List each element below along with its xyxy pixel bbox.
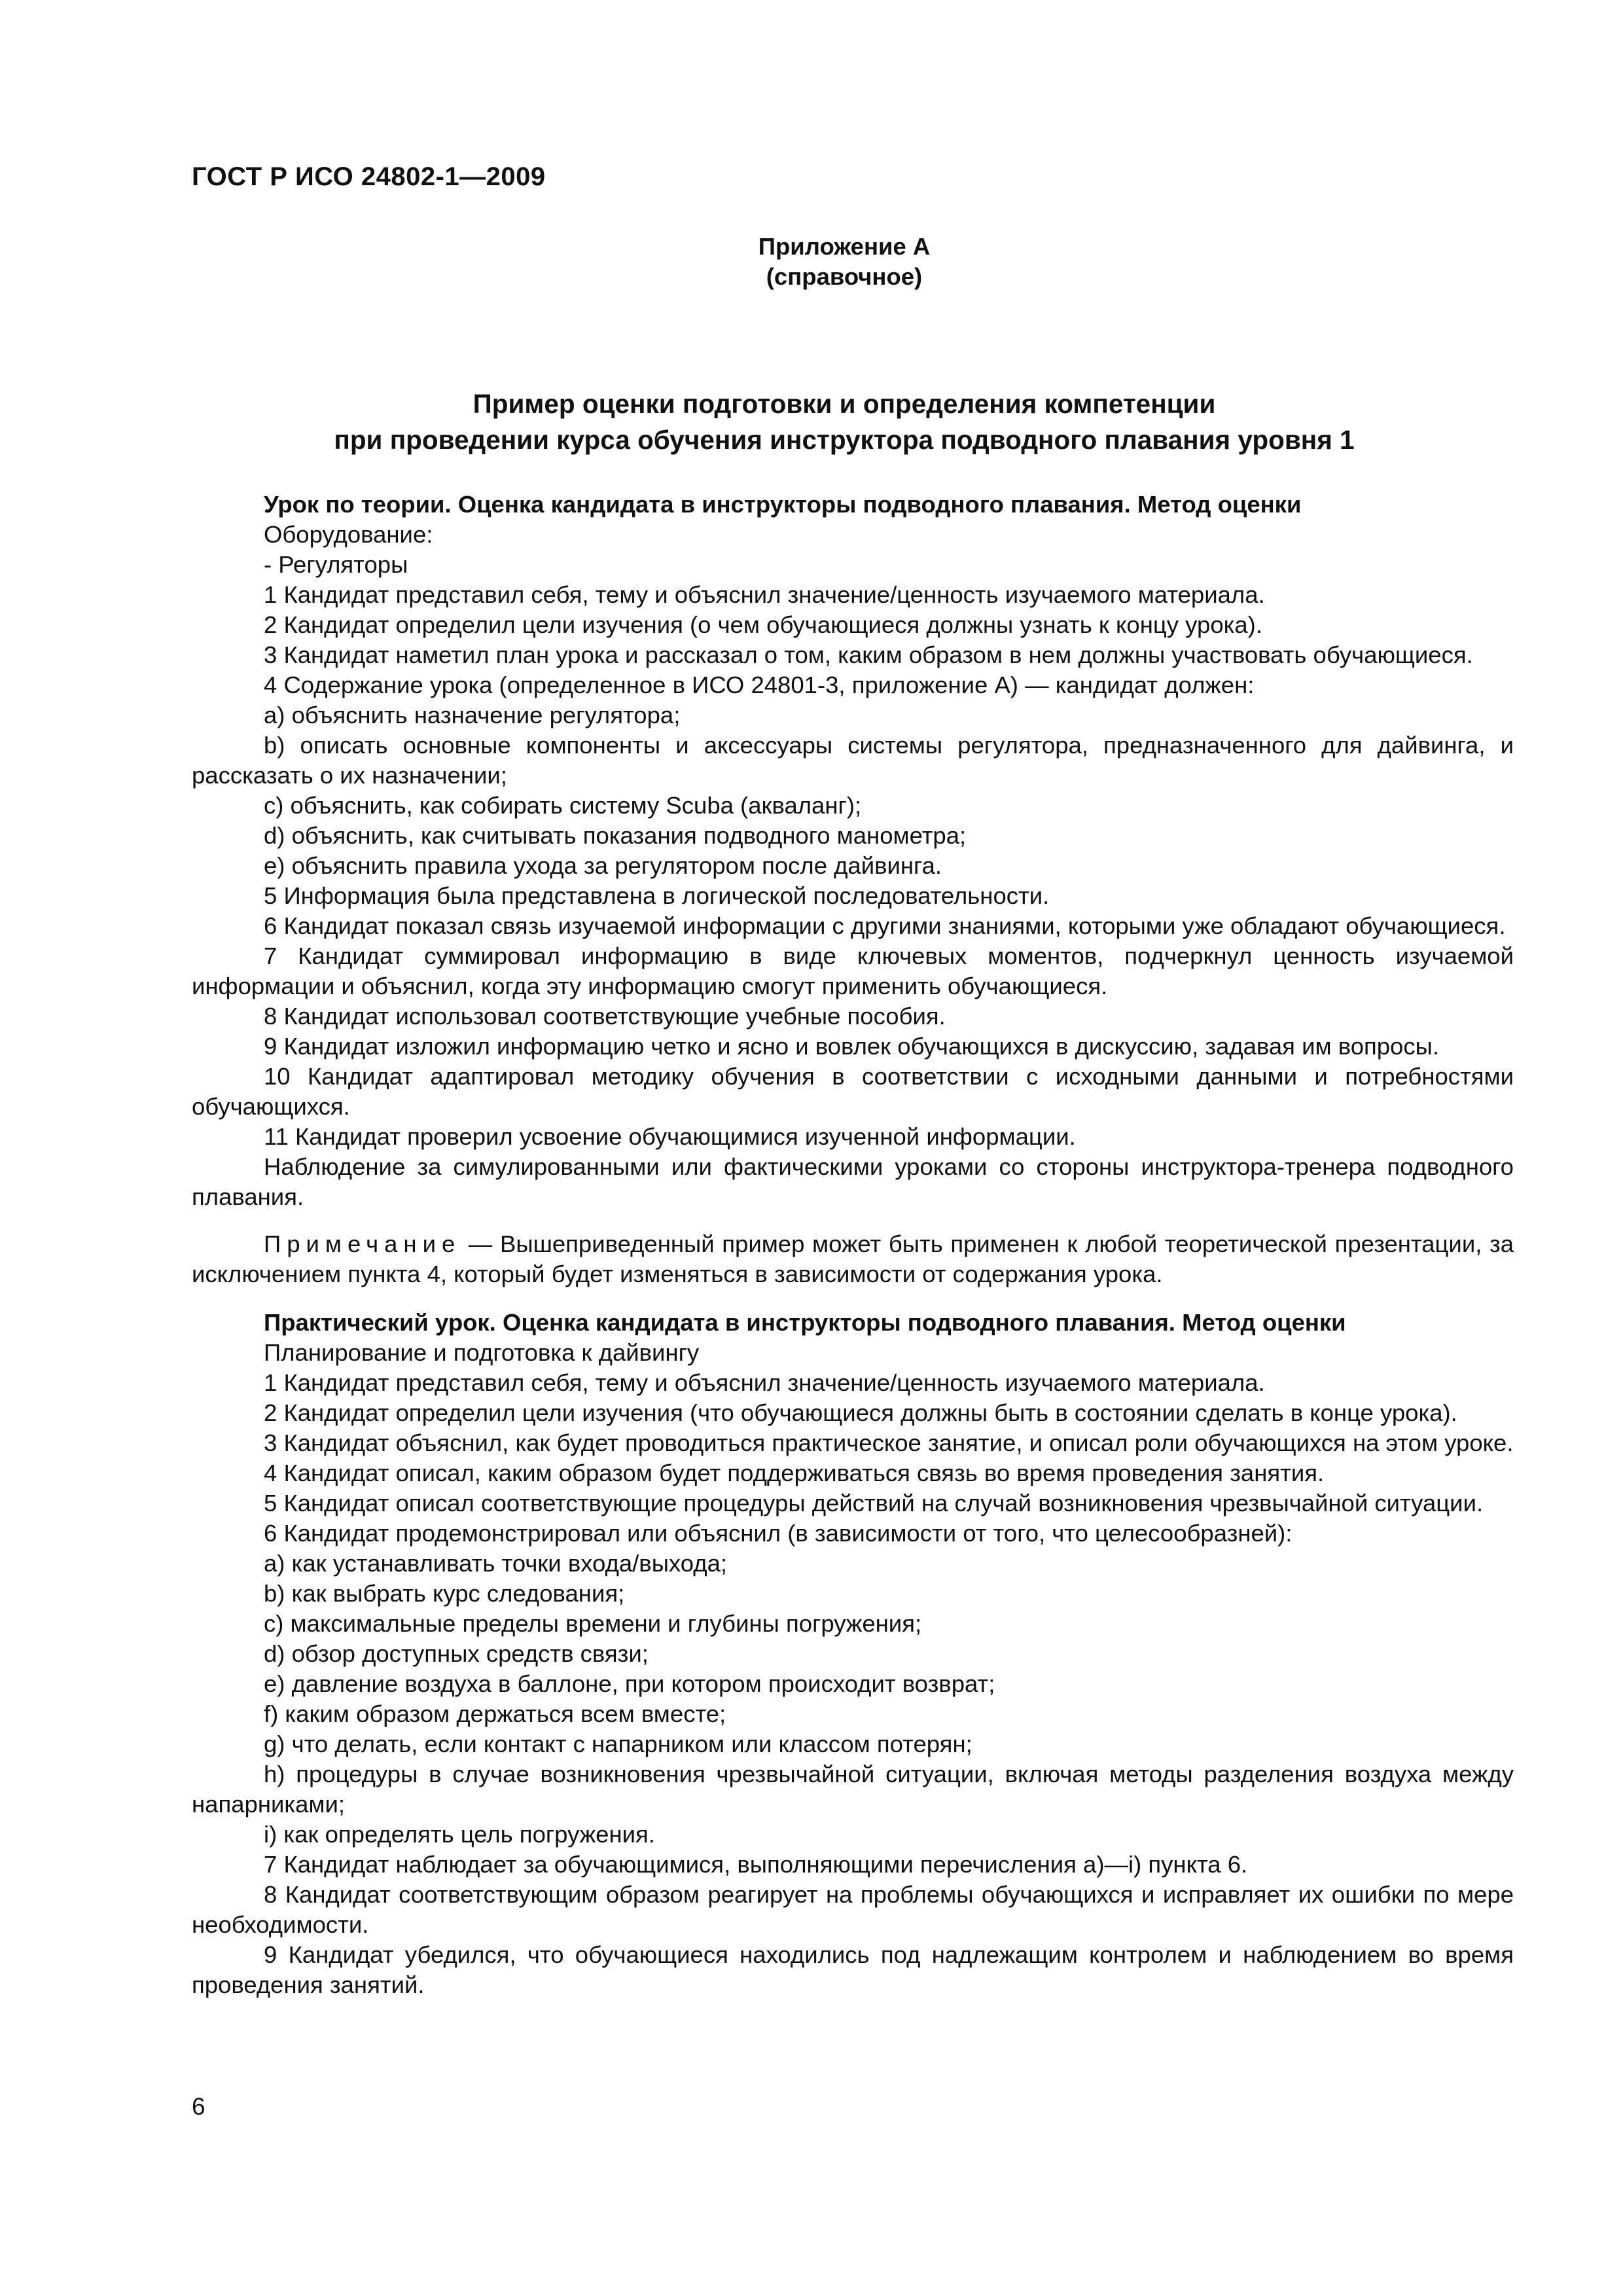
theory-subitem: a) объяснить назначение регулятора; (264, 702, 681, 728)
practice-item: 6 Кандидат продемонстрировал или объяснил (в зависимости от того, что целесообразней): (264, 1520, 1293, 1547)
equipment-item: - Регуляторы (264, 551, 408, 578)
theory-subitem: c) объяснить, как собирать систему Scuba (акваланг); (264, 792, 862, 819)
practice-subitem: e) давление воздуха в баллоне, при котором происходит возврат; (264, 1670, 995, 1697)
practice-subitem: b) как выбрать курс следования; (264, 1580, 625, 1607)
theory-item: 9 Кандидат изложил информацию четко и ясно и вовлек обучающихся в дискуссию, задавая им вопросы. (264, 1033, 1439, 1060)
equipment-label: Оборудование: (264, 521, 433, 548)
theory-item: 7 Кандидат суммировал информацию в виде ключевых моментов, подчеркнул ценность изучаемой информации и объяснил, когда эту информацию смогут применить обучающиеся. (192, 942, 1514, 999)
theory-item: 2 Кандидат определил цели изучения (о чем обучающиеся должны узнать к концу урока). (264, 611, 1262, 638)
theory-heading: Урок по теории. Оценка кандидата в инструкторы подводного плавания. Метод оценки (264, 491, 1302, 518)
practice-subitem: i) как определять цель погружения. (264, 1821, 655, 1848)
theory-item: 4 Содержание урока (определенное в ИСО 24801-3, приложение А) — кандидат должен: (264, 672, 1255, 698)
practice-subitem: h) процедуры в случае возникновения чрезвычайной ситуации, включая методы разделения воздуха между напарниками; (192, 1761, 1514, 1818)
theory-note (192, 1229, 1514, 1289)
practice-subitem: g) что делать, если контакт с напарником или классом потерян; (264, 1731, 972, 1757)
annex-block (0, 232, 1623, 292)
main-title-line-2: при проведении курса обучения инструктора подводного плавания уровня 1 (334, 425, 1355, 455)
theory-subitem: d) объяснить, как считывать показания подводного манометра; (264, 822, 967, 849)
note-text: — Вышеприведенный пример может быть применен к любой теоретической презентации, за исключением пункта 4, который будет изменяться в зависимости от содержания урока. (192, 1230, 1514, 1287)
practice-item: 4 Кандидат описал, каким образом будет поддерживаться связь во время проведения занятия. (264, 1460, 1325, 1486)
document-id: ГОСТ Р ИСО 24802-1—2009 (192, 162, 546, 191)
practice-item: 1 Кандидат представил себя, тему и объяснил значение/ценность изучаемого материала. (264, 1369, 1265, 1396)
practice-subitem: a) как устанавливать точки входа/выхода; (264, 1550, 728, 1577)
document-body (192, 490, 1514, 2000)
theory-item: 5 Информация была представлена в логической последовательности. (264, 882, 1050, 909)
practice-subitem: d) обзор доступных средств связи; (264, 1640, 649, 1667)
theory-item: Наблюдение за симулированными или фактическими уроками со стороны инструктора-тренера подводного плавания. (192, 1153, 1514, 1210)
theory-item: 1 Кандидат представил себя, тему и объяснил значение/ценность изучаемого материала. (264, 581, 1265, 608)
practice-item: 8 Кандидат соответствующим образом реагирует на проблемы обучающихся и исправляет их ошибки по мере необходимости. (192, 1881, 1514, 1938)
main-title-line-1: Пример оценки подготовки и определения компетенции (473, 389, 1216, 419)
practice-item: 5 Кандидат описал соответствующие процедуры действий на случай возникновения чрезвычайной ситуации. (264, 1490, 1484, 1516)
theory-subitem: b) описать основные компоненты и аксессуары системы регулятора, предназначенного для дайвинга, и рассказать о их назначении; (192, 732, 1514, 789)
practice-heading: Практический урок. Оценка кандидата в инструкторы подводного плавания. Метод оценки (264, 1309, 1346, 1336)
practice-subheading: Планирование и подготовка к дайвингу (264, 1339, 700, 1366)
theory-subitem: e) объяснить правила ухода за регулятором после дайвинга. (264, 852, 942, 879)
practice-subitem: c) максимальные пределы времени и глубины погружения; (264, 1610, 922, 1637)
annex-type: (справочное) (766, 263, 923, 290)
practice-item: 3 Кандидат объяснил, как будет проводиться практическое занятие, и описал роли обучающихся на этом уроке. (264, 1429, 1514, 1456)
theory-item: 8 Кандидат использовал соответствующие учебные пособия. (264, 1003, 946, 1030)
main-title (0, 386, 1623, 458)
note-label: Примечание (264, 1230, 461, 1257)
annex-title: Приложение А (758, 233, 931, 260)
practice-item: 2 Кандидат определил цели изучения (что обучающиеся должны быть в состоянии сделать в конце урока). (264, 1399, 1457, 1426)
theory-item: 10 Кандидат адаптировал методику обучения в соответствии с исходными данными и потребностями обучающихся. (192, 1063, 1514, 1120)
page-number: 6 (192, 2093, 205, 2120)
theory-item: 11 Кандидат проверил усвоение обучающимися изученной информации. (264, 1123, 1076, 1150)
practice-item: 9 Кандидат убедился, что обучающиеся находились под надлежащим контролем и наблюдением во время проведения занятий. (192, 1941, 1514, 1998)
theory-item: 6 Кандидат показал связь изучаемой информации с другими знаниями, которыми уже обладают обучающиеся. (264, 912, 1506, 939)
theory-item: 3 Кандидат наметил план урока и рассказал о том, каким образом в нем должны участвовать обучающиеся. (264, 641, 1473, 668)
practice-subitem: f) каким образом держаться всем вместе; (264, 1700, 726, 1727)
practice-item: 7 Кандидат наблюдает за обучающимися, выполняющими перечисления а)—i) пункта 6. (264, 1851, 1248, 1878)
